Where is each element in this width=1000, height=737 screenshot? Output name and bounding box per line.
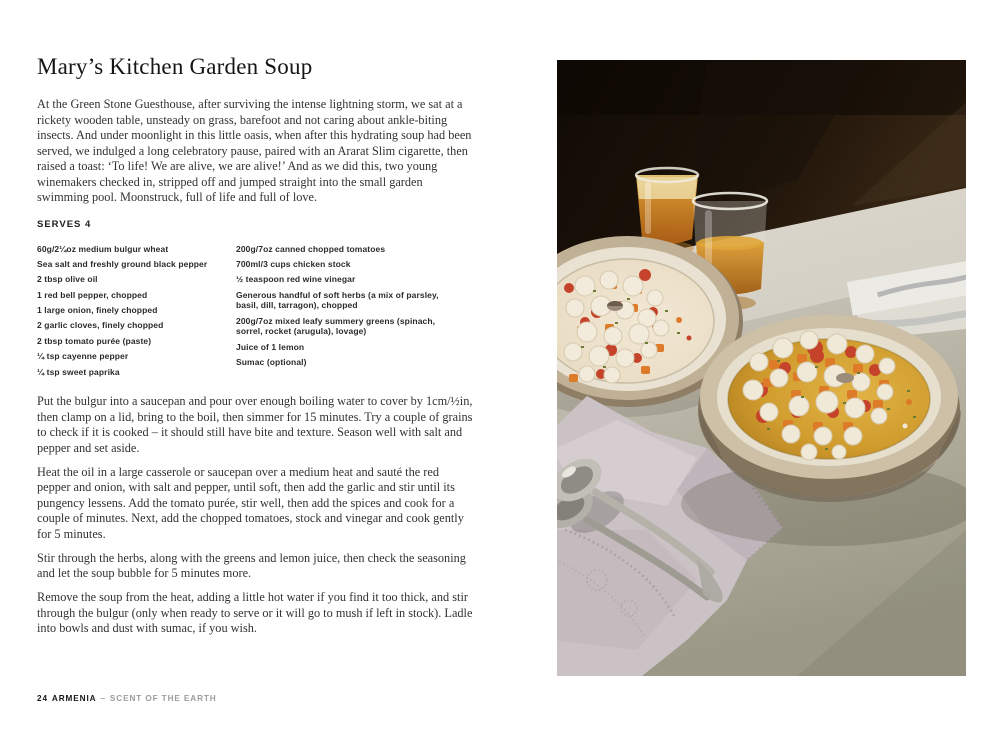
recipe-column (37, 54, 473, 645)
ingredient-item: 200g/7oz mixed leafy summery greens (spinach, sorrel, rocket (arugula), lovage) (236, 315, 436, 337)
method-paragraph: Stir through the herbs, along with the greens and lemon juice, then check the seasoning and let the soup bubble for 5 minutes more. (37, 550, 466, 581)
ingredient-item: ¼ tsp sweet paprika (37, 366, 120, 377)
method-paragraph: Heat the oil in a large casserole or saucepan over a medium heat and sauté the red pepper and onion, with salt and pepper, until soft, then add the garlic and stir until its pungency lessens. Add the tomato purée, stir well, then add the spices and cook for a couple of minutes. Next, add the chopped tomatoes, stock and vinegar and cook gently for 5 minutes. (37, 464, 464, 541)
ingredient-item: 200g/7oz canned chopped tomatoes (236, 243, 386, 254)
soup-bowl-right (681, 315, 966, 546)
ingredient-item: 60g/2¼oz medium bulgur wheat (37, 243, 169, 254)
ingredients-column-1 (37, 244, 236, 383)
recipe-intro: At the Green Stone Guesthouse, after surviving the intense lightning storm, we sat at a rickety wooden table, unsteady on grass, barefoot and not caring about ankle-biting insects. And under moonlight in this little oasis, when after this hydrating soup had been served, we indulged a long celebratory pause, paired with an Ararat Slim cigarette, then raised a toast: ‘To life! We are alive, we are alive!’ And as we did this, two young winemakers checked in, stripped off and jumped straight into the small garden swimming pool. Moonstruck, full of life and full of love. (37, 97, 472, 204)
ingredient-item: ¼ tsp cayenne pepper (37, 351, 129, 362)
ingredient-item: Juice of 1 lemon (236, 341, 305, 352)
footer-chapter: ARMENIA (51, 694, 97, 703)
footer-book-title: SCENT OF THE EARTH (109, 694, 217, 703)
method-paragraph: Put the bulgur into a saucepan and pour over enough boiling water to cover by 1cm/½in, then clamp on a lid, bring to the boil, then simmer for 15 minutes. Try a couple of grains to check if it is cooked – it should still have bite and texture. Season well with salt and pepper and set aside. (37, 394, 473, 455)
ingredient-item: 700ml/3 cups chicken stock (236, 258, 351, 269)
ingredients-list (37, 244, 473, 383)
ingredient-item: 1 red bell pepper, chopped (37, 289, 148, 300)
ingredient-item: Sumac (optional) (236, 357, 307, 368)
method-paragraph: Remove the soup from the heat, adding a little hot water if you find it too thick, and stir through the bulgur (only when ready to serve or it will go to mush if left in stock). Ladle into bowls and dust with sumac, if you wish. (37, 590, 473, 636)
ingredient-item: 1 large onion, finely chopped (37, 305, 158, 316)
method-steps (37, 394, 473, 637)
footer-page-number: 24 (37, 694, 48, 703)
ingredient-item: 2 tbsp tomato purée (paste) (37, 335, 152, 346)
page-title: Mary’s Kitchen Garden Soup (37, 54, 313, 79)
ingredient-item: Generous handful of soft herbs (a mix of parsley, basil, dill, tarragon), chopped (236, 289, 439, 311)
ingredient-item: ½ teaspoon red wine vinegar (236, 274, 356, 285)
soup-photo (557, 60, 966, 676)
page-footer (37, 694, 217, 703)
footer-separator: – (100, 694, 106, 703)
ingredients-column-2 (236, 244, 446, 383)
ingredient-item: 2 garlic cloves, finely chopped (37, 320, 164, 331)
ingredient-item: Sea salt and freshly ground black pepper (37, 258, 208, 269)
serves-label: SERVES 4 (37, 218, 92, 230)
ingredient-item: 2 tbsp olive oil (37, 274, 98, 285)
